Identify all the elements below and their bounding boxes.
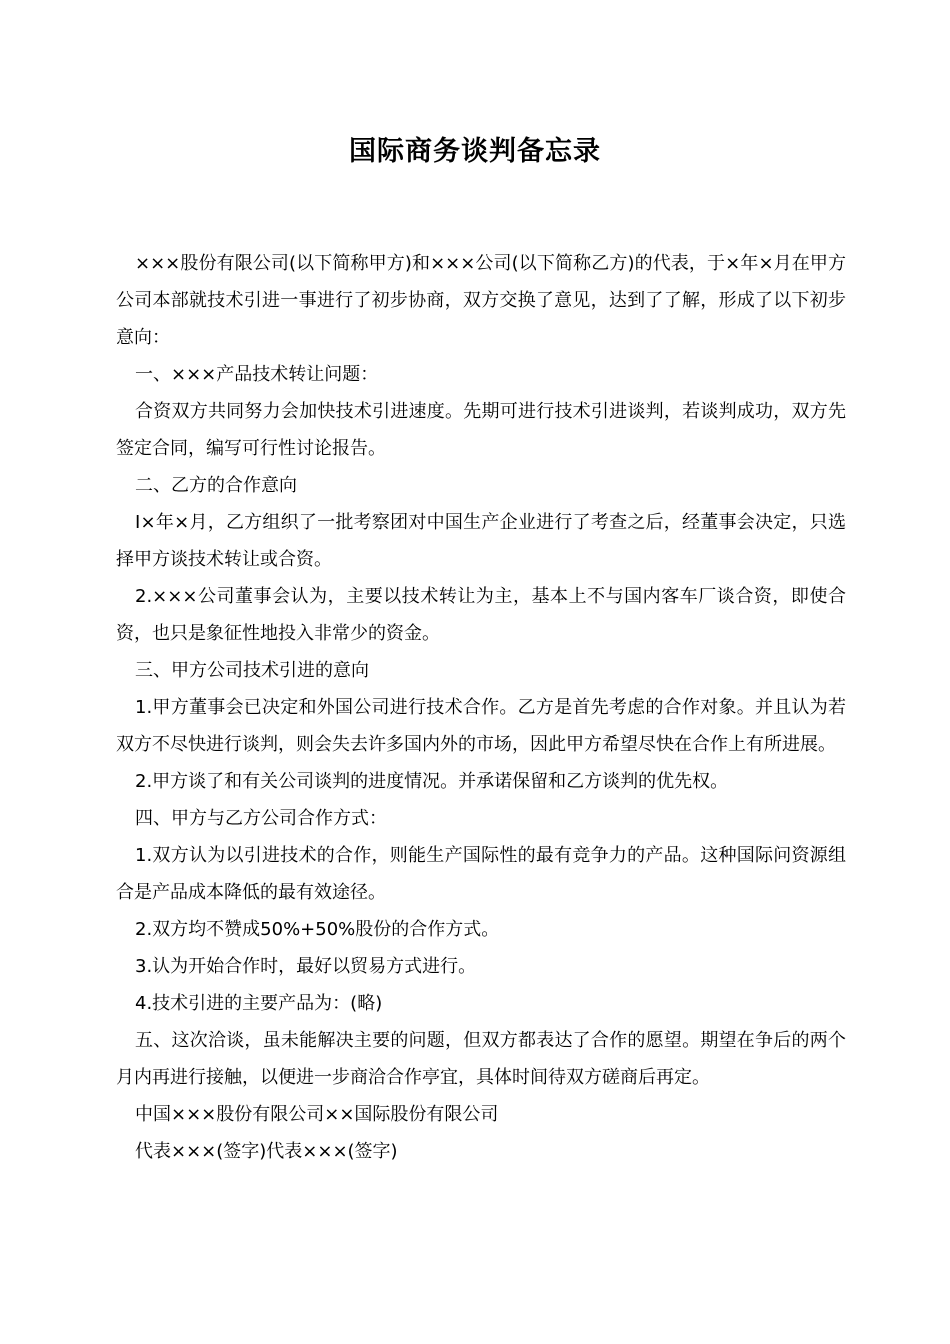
- section-3-item-2: 2.甲方谈了和有关公司谈判的进度情况。并承诺保留和乙方谈判的优先权。: [135, 771, 729, 792]
- section-4-item-2: 2.双方均不赞成50%+50%股份的合作方式。: [135, 919, 500, 940]
- section-heading-3: 三、甲方公司技术引进的意向: [135, 660, 369, 681]
- section-4-item-3: 3.认为开始合作时，最好以贸易方式进行。: [135, 956, 477, 977]
- section-heading-2: 二、乙方的合作意向: [135, 475, 297, 496]
- section-3-item-1: 1.甲方董事会已决定和外国公司进行技术合作。乙方是首先考虑的合作对象。并且认为若双方不尽快进行谈判，则会失去许多国内外的市场，因此甲方希望尽快在合作上有所进展。: [116, 697, 846, 755]
- signatory-companies: 中国×××股份有限公司××国际股份有限公司: [135, 1104, 499, 1125]
- document-body: [116, 245, 846, 1170]
- document-title: 国际商务谈判备忘录: [349, 136, 601, 167]
- section-2-item-2: 2.×××公司董事会认为，主要以技术转让为主，基本上不与国内客车厂谈合资，即使合资，也只是象征性地投入非常少的资金。: [116, 586, 846, 644]
- signatory-representatives: 代表×××(签字)代表×××(签字): [135, 1141, 398, 1162]
- section-2-item-1: Ⅰ×年×月，乙方组织了一批考察团对中国生产企业进行了考查之后，经董事会决定，只选择甲方谈技术转让或合资。: [116, 512, 846, 570]
- section-5-paragraph: 五、这次洽谈，虽未能解决主要的问题，但双方都表达了合作的愿望。期望在争后的两个月内再进行接触，以便进一步商洽合作亭宜，具体时间待双方磋商后再定。: [116, 1030, 846, 1088]
- section-heading-4: 四、甲方与乙方公司合作方式：: [135, 808, 387, 829]
- section-4-item-1: 1.双方认为以引进技术的合作，则能生产国际性的最有竞争力的产品。这种国际问资源组合是产品成本降低的最有效途径。: [116, 845, 846, 903]
- section-1-paragraph: 合资双方共同努力会加快技术引进速度。先期可进行技术引进谈判，若谈判成功，双方先签定合同，编写可行性讨论报告。: [116, 401, 846, 459]
- section-4-item-4: 4.技术引进的主要产品为：(略): [135, 993, 383, 1014]
- section-heading-1: 一、×××产品技术转让问题：: [135, 364, 379, 385]
- intro-paragraph: ×××股份有限公司(以下简称甲方)和×××公司(以下简称乙方)的代表，于×年×月在甲方公司本部就技术引进一事进行了初步协商，双方交换了意见，达到了了解，形成了以下初步意向：: [116, 253, 846, 348]
